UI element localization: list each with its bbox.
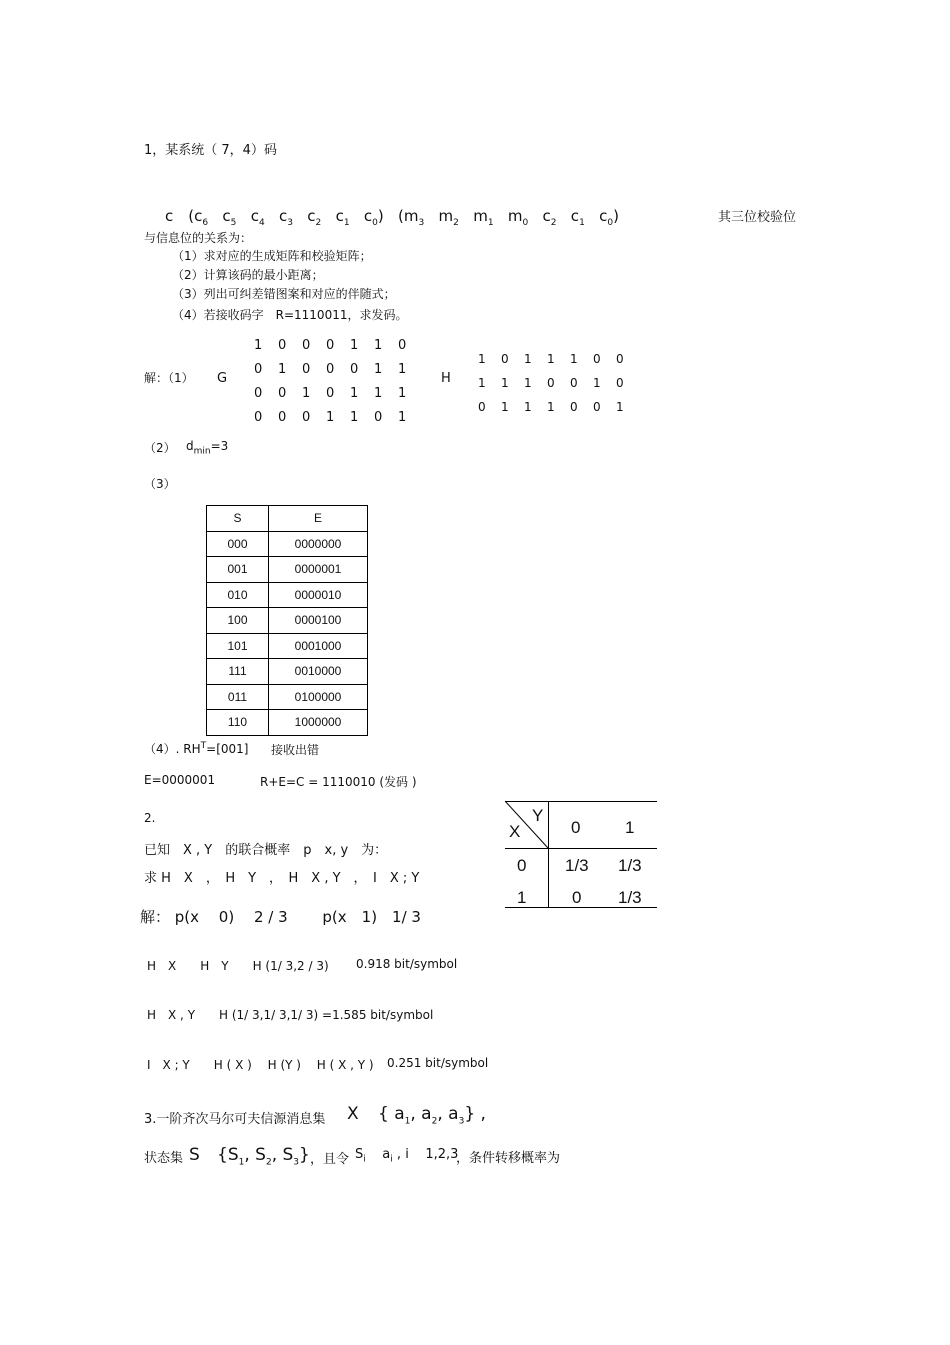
part4-expression: （4）. $RH^T=[001]$ — [144, 741, 249, 756]
table-header-row — [207, 506, 368, 532]
col-header-1: 1 — [625, 818, 635, 837]
solution-label: 解：（1） — [144, 371, 194, 385]
cell-0-1: 1/3 — [618, 856, 642, 875]
q2-number: 2. — [144, 811, 156, 825]
q2-solution-marginals: 解： p(x 0) 2 / 3 p(x 1) 1/ 3 — [140, 908, 421, 926]
table-row: 101 0001000 — [207, 633, 368, 659]
g-row: 1 0 0 0 1 1 0 — [254, 338, 407, 353]
q2-line3-a: I X ; Y H ( X ) H (Y ) H ( X , Y ) — [147, 1058, 374, 1072]
cell-0-0: 1/3 — [565, 856, 589, 875]
g-matrix — [254, 334, 422, 430]
part3-label: （3） — [144, 477, 176, 491]
part2-label: （2） — [144, 441, 176, 455]
part4-note: 接收出错 — [271, 743, 320, 757]
h-row: 1 0 1 1 1 0 0 — [478, 352, 624, 366]
g-row: 0 0 1 0 1 1 1 — [254, 386, 407, 401]
q3-tail: ，条件转移概率为 — [456, 1151, 561, 1166]
col-header-0: 0 — [571, 818, 581, 837]
g-row: 0 0 0 1 1 0 1 — [254, 410, 407, 425]
table-row: 011 0100000 — [207, 684, 368, 710]
table-row: 010 0000010 — [207, 582, 368, 608]
q3-let-text: ，且令 — [310, 1152, 350, 1167]
dmin-expression: $d_{min}=3$ — [186, 439, 229, 457]
decoded-result-line: R+E=C = 1110010 (发码 ) — [260, 775, 417, 789]
syndrome-table — [206, 505, 368, 736]
codeword-lhs: c (c — [165, 207, 203, 225]
col-header-s: S — [207, 506, 269, 532]
q2-line3-b: 0.251 bit/symbol — [387, 1056, 489, 1070]
row-label-1: 1 — [517, 888, 527, 907]
q1-item-2: （2）计算该码的最小距离； — [172, 268, 324, 282]
table-row: 001 0000001 — [207, 557, 368, 583]
q2-ask: 求 H X ， H Y ， H X , Y ， I X ; Y — [144, 871, 420, 886]
q3-state-mapping: $S_i$ $a_i$ , i 1,2,3 — [355, 1147, 459, 1165]
h-matrix-label: H — [441, 371, 451, 386]
q2-given: 已知 X , Y 的联合概率 p x, y 为： — [144, 843, 388, 858]
table-row: 111 0010000 — [207, 659, 368, 685]
corner-y-label: Y — [532, 806, 544, 825]
table-row: 000 0000000 — [207, 531, 368, 557]
q2-line2: H X , Y H (1/ 3,1/ 3,1/ 3) =1.585 bit/symbol — [147, 1008, 434, 1022]
q3-intro: 3.一阶齐次马尔可夫信源消息集 — [144, 1112, 326, 1127]
col-header-e: E — [269, 506, 368, 532]
g-row: 0 1 0 0 0 1 1 — [254, 362, 407, 377]
corner-x-label: X — [509, 822, 521, 841]
table-row: 110 1000000 — [207, 710, 368, 736]
q1-item-4: （4）若接收码字 R=1110011，求发码。 — [172, 308, 408, 322]
row-label-0: 0 — [517, 856, 527, 875]
q1-title: 1，某系统（ 7，4）码 — [144, 143, 277, 158]
h-matrix — [478, 347, 639, 419]
joint-probability-table — [505, 801, 657, 909]
q3-message-set: { $a_1$, $a_2$, $a_3$} , — [378, 1104, 486, 1127]
codeword-tail: 其三位校验位 — [718, 210, 797, 225]
cell-1-1: 1/3 — [618, 888, 642, 907]
q3-state-label: 状态集 — [144, 1151, 184, 1166]
q3-x-symbol: X — [347, 1104, 359, 1124]
q3-state-set: {$S_1$, $S_2$, $S_3$} — [217, 1145, 310, 1168]
relation-line: 与信息位的关系为： — [144, 231, 253, 245]
q2-line1-b: 0.918 bit/symbol — [356, 957, 458, 971]
cell-1-0: 0 — [572, 888, 582, 907]
q2-line1-a: H X H Y H (1/ 3,2 / 3) — [147, 959, 329, 973]
g-matrix-label: G — [217, 371, 228, 386]
h-row: 1 1 1 0 0 1 0 — [478, 376, 624, 390]
table-row: 100 0000100 — [207, 608, 368, 634]
q1-item-1: （1）求对应的生成矩阵和校验矩阵； — [172, 249, 372, 263]
error-pattern-line: E=0000001 — [144, 773, 216, 787]
codeword-equation: c ($c_6$ $c_5$ $c_4$ $c_3$ $c_2$ $c_1$ $c_0$) ($m_3$ $m_2$ $m_1$ $m_0$ $c_2$ $c_1$ $c_0$) — [165, 207, 619, 228]
q3-s-symbol: S — [189, 1145, 200, 1165]
q1-item-3: （3）列出可纠差错图案和对应的伴随式； — [172, 287, 396, 301]
h-row: 0 1 1 1 0 0 1 — [478, 400, 624, 414]
